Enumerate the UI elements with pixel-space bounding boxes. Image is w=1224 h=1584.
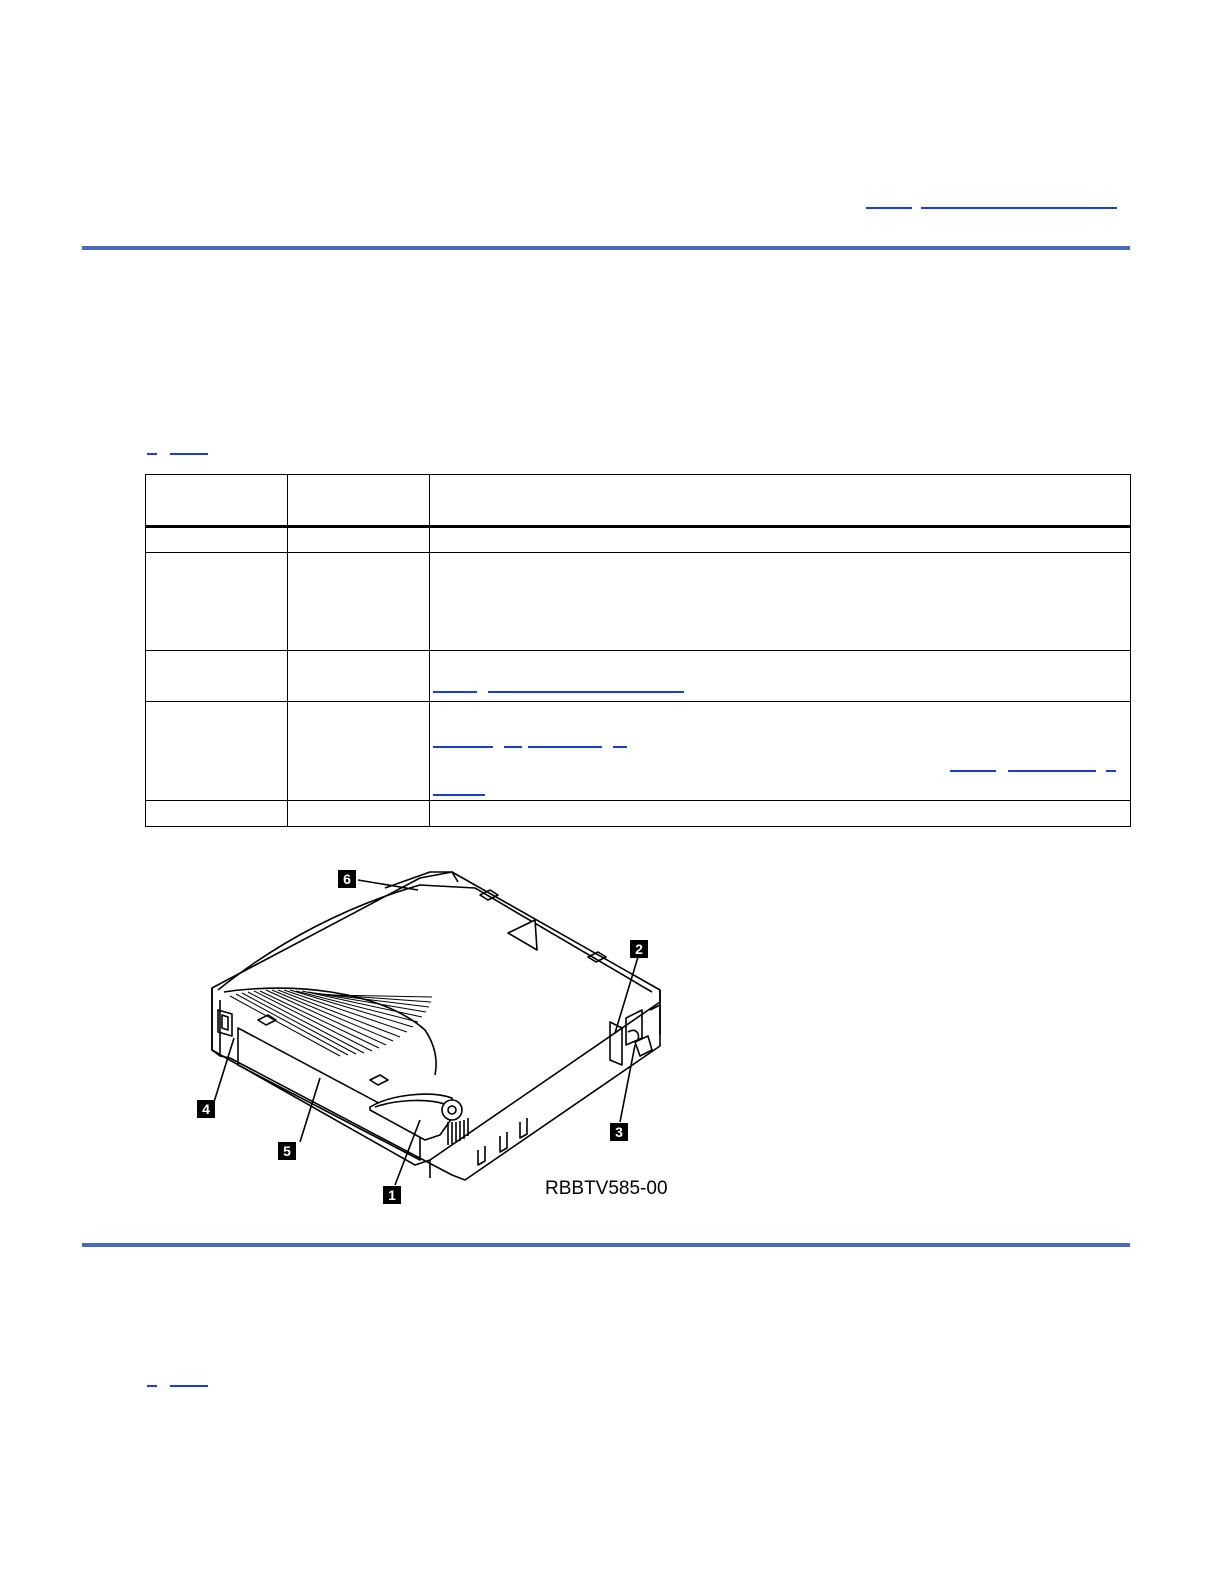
section-divider-top	[82, 246, 1130, 250]
table-cell	[146, 702, 288, 801]
table-ref-link-b[interactable]	[170, 453, 208, 455]
cell-link[interactable]	[613, 746, 627, 748]
callout-2	[630, 940, 648, 958]
table-cell	[430, 527, 1131, 553]
bottom-ref-link-a[interactable]	[147, 1385, 157, 1387]
bottom-ref-link-b[interactable]	[170, 1385, 208, 1387]
svg-text:5: 5	[283, 1143, 291, 1159]
cell-link[interactable]	[1008, 770, 1096, 772]
cell-link[interactable]	[950, 770, 996, 772]
figure-code: RBBTV585-00	[545, 1178, 668, 1199]
table-cell	[288, 527, 430, 553]
table-ref-link-a[interactable]	[147, 453, 157, 455]
table-header-cell-1	[146, 475, 288, 527]
cell-link[interactable]	[433, 794, 485, 796]
header-link-short[interactable]	[866, 207, 912, 209]
table-cell	[288, 801, 430, 827]
cell-link[interactable]	[433, 691, 477, 693]
cartridge-figure	[190, 860, 680, 1220]
table-header-row	[146, 475, 1131, 527]
table-cell	[430, 702, 1131, 801]
callout-1	[383, 1186, 401, 1204]
table-cell	[430, 801, 1131, 827]
svg-text:3: 3	[615, 1124, 623, 1140]
table-cell	[146, 801, 288, 827]
cell-link[interactable]	[433, 746, 493, 748]
header-link-long[interactable]	[921, 207, 1117, 209]
callout-3	[610, 1123, 628, 1141]
cell-link[interactable]	[504, 746, 522, 748]
svg-text:1: 1	[388, 1187, 396, 1203]
callout-6	[338, 870, 356, 888]
cell-link[interactable]	[528, 746, 602, 748]
table-cell	[430, 651, 1131, 702]
section-divider-bottom	[82, 1243, 1130, 1247]
table-cell	[146, 651, 288, 702]
svg-text:2: 2	[635, 941, 643, 957]
table-header-cell-2	[288, 475, 430, 527]
callout-5	[278, 1142, 296, 1160]
svg-text:6: 6	[343, 871, 351, 887]
callout-4	[197, 1100, 215, 1118]
table-cell	[288, 553, 430, 651]
table-row	[146, 801, 1131, 827]
table-row	[146, 702, 1131, 801]
cell-link[interactable]	[1106, 770, 1116, 772]
svg-text:4: 4	[202, 1101, 210, 1117]
table-row	[146, 527, 1131, 553]
table-row	[146, 651, 1131, 702]
table-cell	[288, 702, 430, 801]
table-cell	[146, 527, 288, 553]
parts-table	[145, 474, 1131, 827]
cell-link[interactable]	[488, 691, 684, 693]
table-cell	[430, 553, 1131, 651]
table-row	[146, 553, 1131, 651]
table-cell	[288, 651, 430, 702]
table-header-cell-3	[430, 475, 1131, 527]
table-cell	[146, 553, 288, 651]
